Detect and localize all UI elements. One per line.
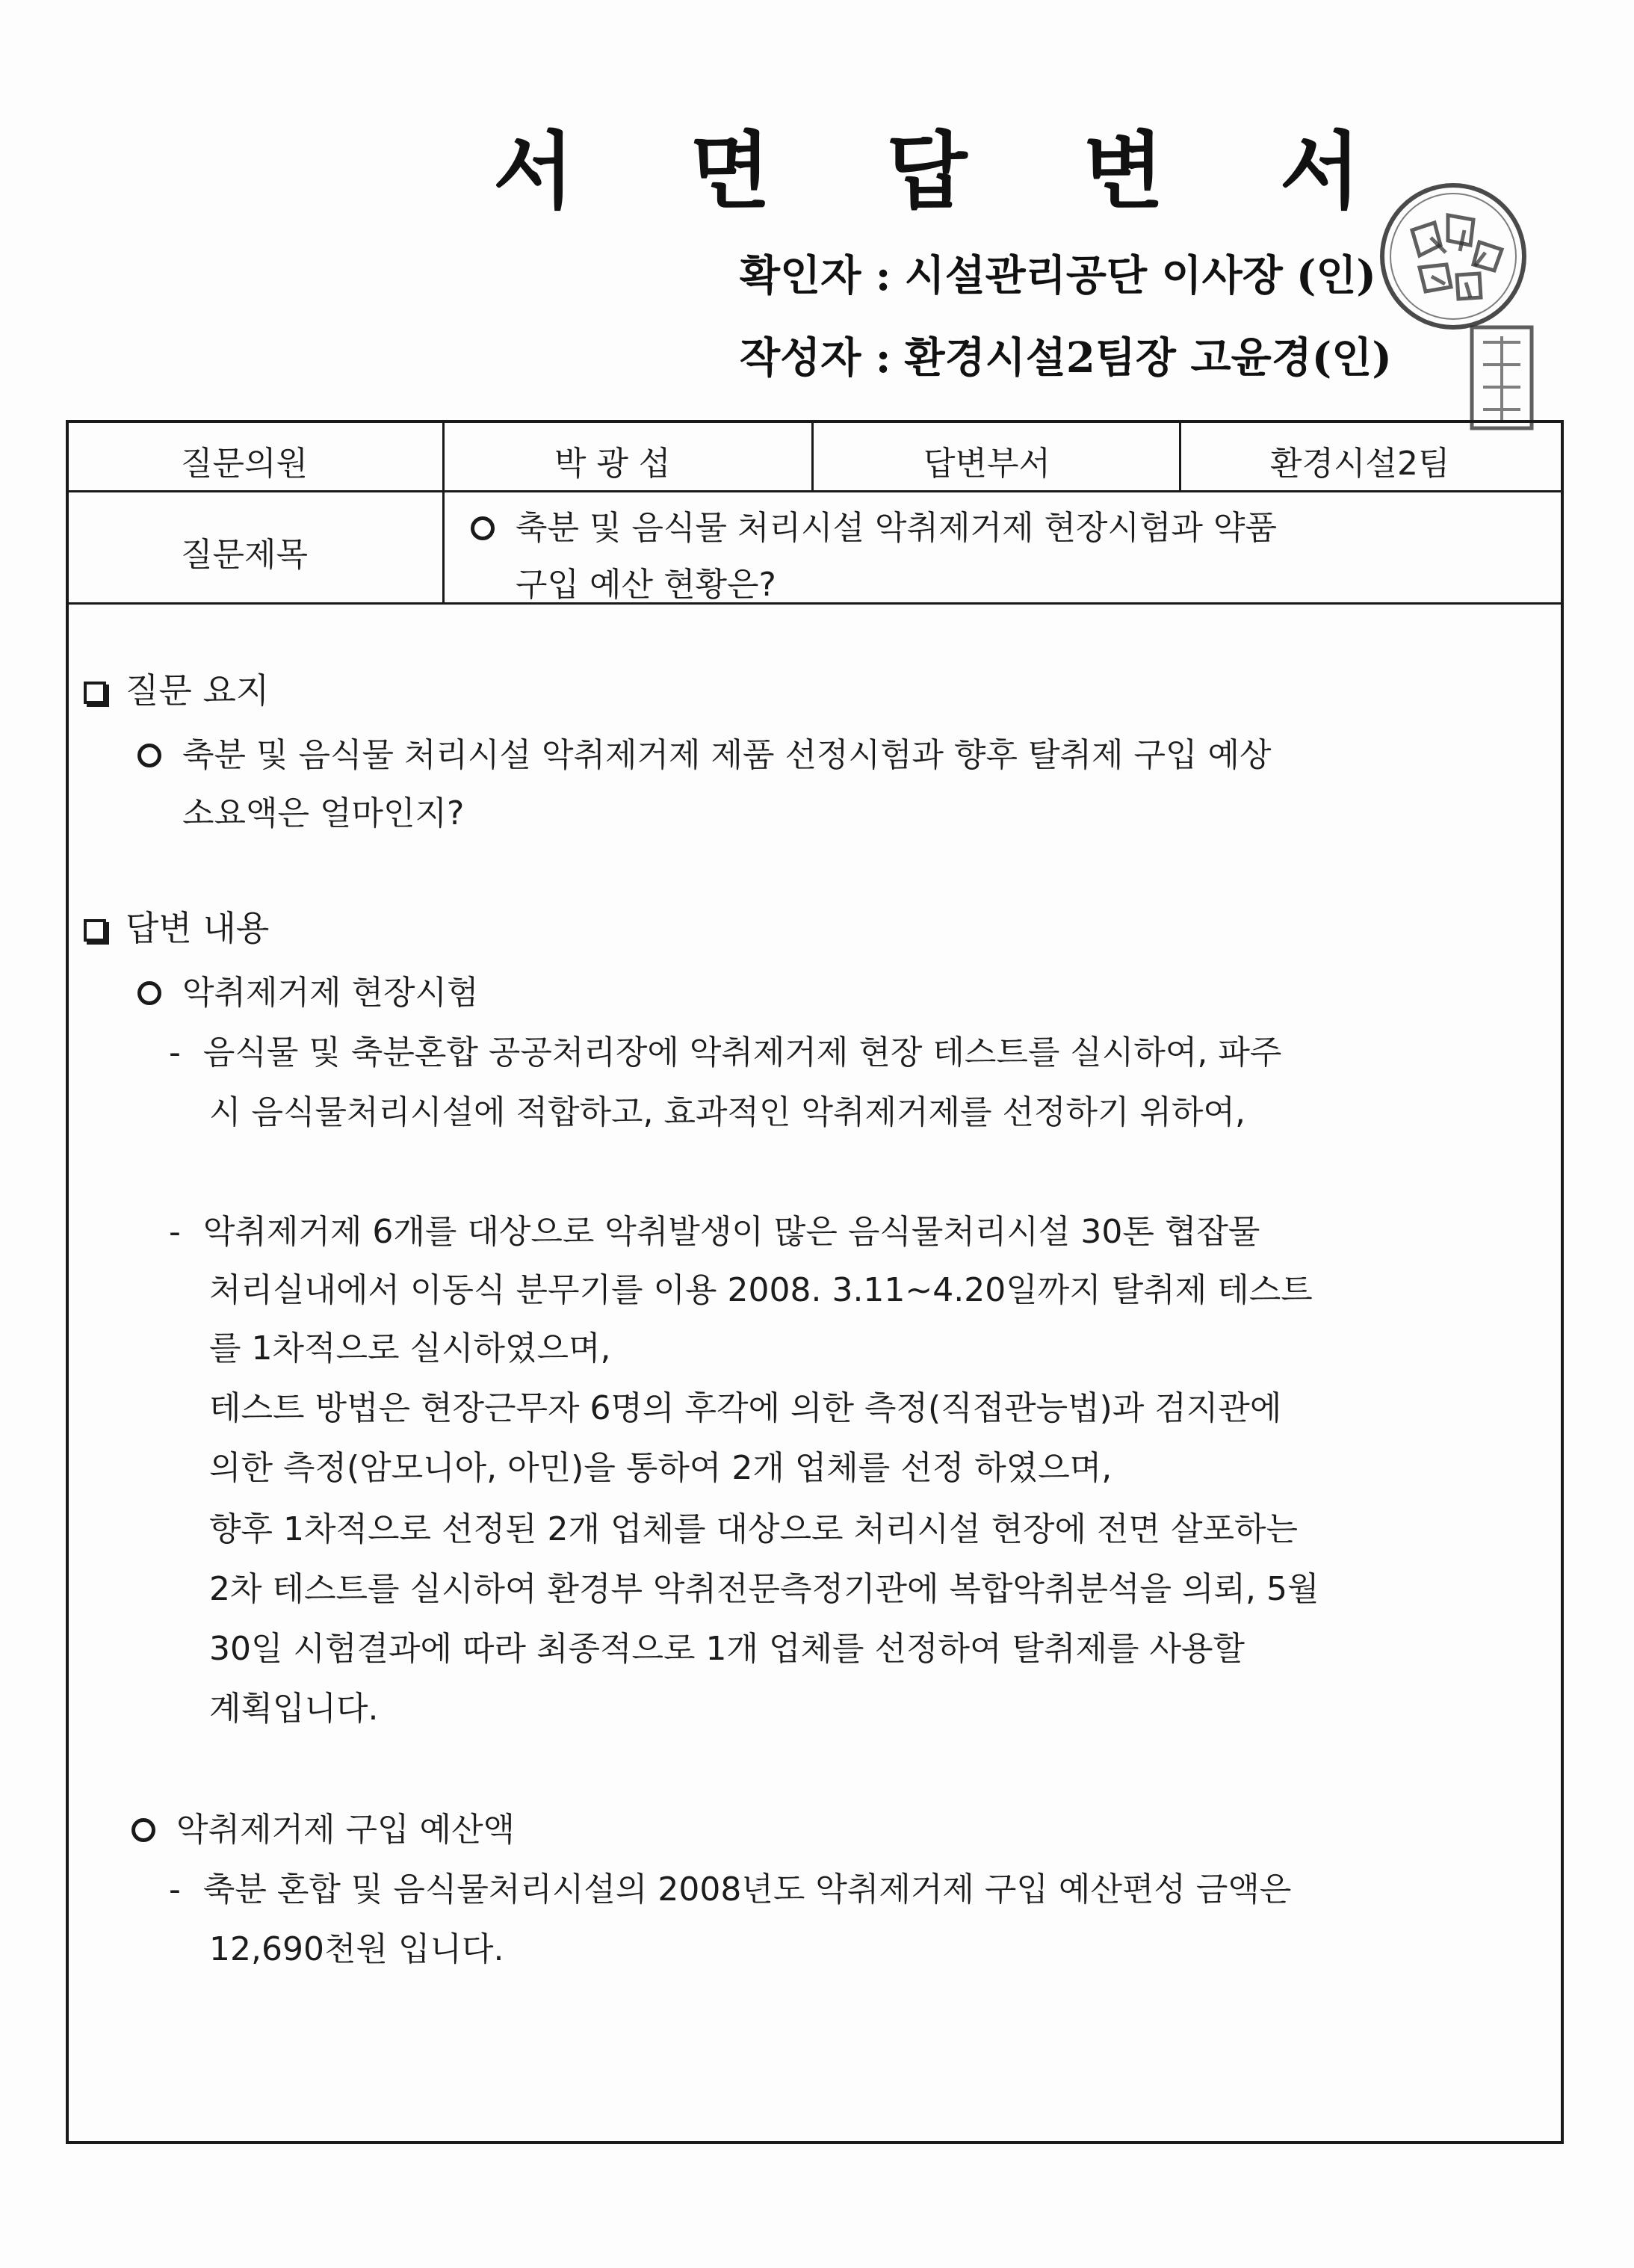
subject-line-1: 축분 및 음식물 처리시설 악취제거제 현장시험과 약품 (471, 501, 1277, 549)
summary-line-2: 소요액은 얼마인지? (182, 794, 465, 832)
s1-item2-line8: 30일 시험결과에 따라 최종적으로 1개 업체를 선정하여 탈취제를 사용할 (209, 1630, 1245, 1668)
table-col-divider (442, 423, 445, 602)
subject-label: 질문제목 (181, 536, 309, 574)
document-title: 서 면 답 변 서 (493, 123, 1404, 220)
author-seal-mark: (인) (1311, 333, 1392, 383)
dash-bullet: - (169, 1213, 181, 1251)
questioner-value: 박 광 섭 (554, 445, 671, 483)
s1-item1-line1: - 음식물 및 축분혼합 공공처리장에 악취제거제 현장 테스트를 실시하여, 파주 (169, 1033, 1282, 1072)
answer-heading: 답변 내용 (84, 901, 269, 951)
questioner-label: 질문의원 (181, 445, 309, 483)
author-line (740, 325, 1392, 385)
confirmer-line (740, 243, 1376, 303)
table-col-divider (1179, 423, 1181, 490)
table-col-divider (811, 423, 814, 490)
dash-bullet: - (169, 1870, 181, 1909)
subject-line-2: 구입 예산 현황은? (516, 566, 776, 604)
circle-bullet-icon (131, 1818, 155, 1842)
circle-bullet-icon (137, 744, 161, 767)
s2-item1-line2: 12,690천원 입니다. (209, 1930, 504, 1968)
s1-item2-line3: 를 1차적으로 실시하였으며, (209, 1329, 611, 1368)
s1-item2-line4: 테스트 방법은 현장근무자 6명의 후각에 의한 측정(직접관능법)과 검지관에 (209, 1389, 1282, 1427)
department-label: 답변부서 (923, 445, 1051, 483)
section1-title: 악취제거제 현장시험 (137, 965, 479, 1013)
section2-title: 악취제거제 구입 예산액 (131, 1802, 515, 1850)
table-bottom-divider (69, 602, 1561, 605)
author-label: 작성자 : (740, 333, 891, 383)
checkbox-square-icon (84, 682, 106, 704)
s1-item2-line5: 의한 측정(암모니아, 아민)을 통하여 2개 업체를 선정 하였으며, (209, 1449, 1112, 1487)
dash-bullet: - (169, 1033, 181, 1072)
checkbox-square-icon (84, 919, 106, 942)
s1-item2-line1: - 악취제거제 6개를 대상으로 악취발생이 많은 음식물처리시설 30톤 협잡물 (169, 1213, 1260, 1251)
circle-bullet-icon (471, 516, 495, 540)
department-value: 환경시설2팀 (1270, 445, 1450, 483)
summary-heading: 질문 요지 (84, 664, 269, 713)
answer-form-frame (66, 420, 1564, 2144)
table-row-divider (69, 490, 1561, 492)
author-value: 환경시설2팀장 고윤경 (904, 333, 1312, 383)
confirmer-seal-mark: (인) (1296, 251, 1376, 300)
s1-item2-line9: 계획입니다. (209, 1690, 379, 1728)
confirmer-label: 확인자 : (740, 251, 891, 300)
s1-item2-line6: 향후 1차적으로 선정된 2개 업체를 대상으로 처리시설 현장에 전면 살포하는 (209, 1510, 1298, 1548)
official-seal-stamp (1360, 178, 1543, 436)
circle-bullet-icon (137, 981, 161, 1005)
s1-item2-line2: 처리실내에서 이동식 분무기를 이용 2008. 3.11~4.20일까지 탈취제 테스트 (209, 1271, 1313, 1309)
summary-line-1: 축분 및 음식물 처리시설 악취제거제 제품 선정시험과 향후 탈취제 구입 예상 (137, 728, 1271, 776)
s2-item1-line1: - 축분 혼합 및 음식물처리시설의 2008년도 악취제거제 구입 예산편성 금액은 (169, 1870, 1292, 1909)
s1-item2-line7: 2차 테스트를 실시하여 환경부 악취전문측정기관에 복합악취분석을 의뢰, 5월 (209, 1570, 1319, 1608)
confirmer-value: 시설관리공단 이사장 (904, 251, 1283, 300)
s1-item1-line2: 시 음식물처리시설에 적합하고, 효과적인 악취제거제를 선정하기 위하여, (209, 1093, 1246, 1131)
